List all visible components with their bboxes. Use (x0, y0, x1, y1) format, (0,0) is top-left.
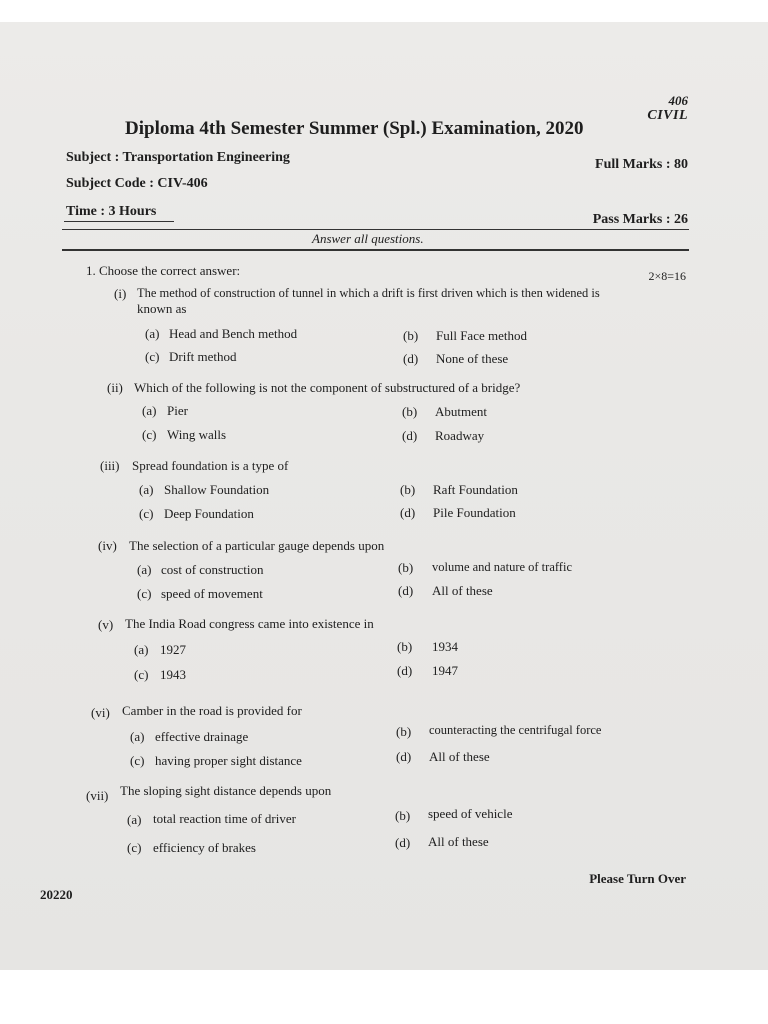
option-label: (d) (398, 583, 414, 598)
option-c: having proper sight distance (155, 753, 302, 768)
question-number: (v) (98, 617, 114, 632)
option-label: (b) (397, 639, 413, 654)
option-a: cost of construction (161, 562, 264, 577)
option-d: All of these (428, 834, 489, 849)
full-marks: Full Marks : 80 (595, 157, 688, 172)
option-label: (a) (134, 642, 149, 657)
option-a: Pier (167, 403, 188, 418)
option-label: (a) (127, 812, 142, 827)
option-d: 1947 (432, 663, 458, 678)
time-underline (64, 221, 174, 222)
question-text: The selection of a particular gauge depends upon (129, 538, 385, 553)
question-number: (iii) (100, 458, 120, 473)
option-c: Deep Foundation (164, 506, 254, 521)
option-d: Roadway (435, 428, 485, 443)
option-c: speed of movement (161, 586, 263, 601)
option-label: (c) (134, 667, 149, 682)
branch-label: CIVIL (647, 108, 688, 123)
option-label: (b) (402, 404, 418, 419)
header-divider-top (62, 229, 689, 230)
option-label: (b) (400, 482, 416, 497)
option-b: Full Face method (436, 328, 527, 343)
question-text: Camber in the road is provided for (122, 703, 302, 718)
question-text: The sloping sight distance depends upon (120, 783, 332, 798)
page-code: 20220 (40, 887, 73, 902)
option-label: (b) (403, 328, 419, 343)
question-number: (i) (114, 286, 127, 301)
option-label: (d) (402, 428, 418, 443)
option-a: effective drainage (155, 729, 249, 744)
question-number: (iv) (98, 538, 117, 553)
option-label: (b) (396, 724, 412, 739)
option-b: counteracting the centrifugal force (429, 723, 602, 737)
option-d: None of these (436, 351, 509, 366)
instruction: Answer all questions. (312, 231, 424, 246)
option-label: (d) (397, 663, 413, 678)
option-label: (b) (398, 560, 414, 575)
option-label: (a) (142, 403, 157, 418)
option-label: (c) (145, 349, 160, 364)
question-heading: 1. Choose the correct answer: (86, 263, 241, 278)
option-a: Head and Bench method (169, 326, 298, 341)
option-c: 1943 (160, 667, 186, 682)
header-divider-bottom (62, 249, 689, 251)
option-d: All of these (432, 583, 493, 598)
paper-code: 406 (668, 93, 688, 108)
subject-code: Subject Code : CIV-406 (66, 176, 208, 191)
subject-line: Subject : Transportation Engineering (66, 150, 290, 165)
option-a: 1927 (160, 642, 186, 657)
question-text: Spread foundation is a type of (132, 458, 289, 473)
option-label: (a) (130, 729, 145, 744)
option-label: (c) (142, 427, 157, 442)
option-label: (c) (137, 586, 152, 601)
option-label: (c) (130, 753, 145, 768)
question-text: The India Road congress came into existence in (125, 616, 374, 631)
option-a: total reaction time of driver (153, 811, 296, 826)
option-b: 1934 (432, 639, 458, 654)
question-number: (ii) (107, 380, 123, 395)
question-number: (vii) (86, 788, 109, 803)
question-marks: 2×8=16 (648, 269, 686, 283)
option-label: (d) (400, 505, 416, 520)
option-b: volume and nature of traffic (432, 560, 572, 574)
option-b: Raft Foundation (433, 482, 518, 497)
option-label: (a) (139, 482, 154, 497)
option-label: (a) (145, 326, 160, 341)
option-label: (d) (403, 351, 419, 366)
option-d: Pile Foundation (433, 505, 516, 520)
exam-time: Time : 3 Hours (66, 204, 157, 219)
question-text: Which of the following is not the component of substructured of a bridge? (134, 380, 521, 395)
option-a: Shallow Foundation (164, 482, 270, 497)
option-c: Drift method (169, 349, 237, 364)
exam-title: Diploma 4th Semester Summer (Spl.) Examination, 2020 (125, 118, 584, 139)
option-b: Abutment (435, 404, 487, 419)
option-c: efficiency of brakes (153, 840, 256, 855)
option-d: All of these (429, 749, 490, 764)
option-label: (c) (127, 840, 142, 855)
question-number: (vi) (91, 705, 110, 720)
option-label: (a) (137, 562, 152, 577)
option-label: (c) (139, 506, 154, 521)
pass-marks: Pass Marks : 26 (592, 212, 688, 227)
option-b: speed of vehicle (428, 806, 513, 821)
question-text-continued: known as (137, 301, 187, 316)
option-label: (b) (395, 808, 411, 823)
option-c: Wing walls (167, 427, 227, 442)
option-label: (d) (396, 749, 412, 764)
question-text: The method of construction of tunnel in which a drift is first driven which is then widened is (137, 286, 600, 300)
please-turn-over: Please Turn Over (589, 871, 686, 886)
option-label: (d) (395, 835, 411, 850)
